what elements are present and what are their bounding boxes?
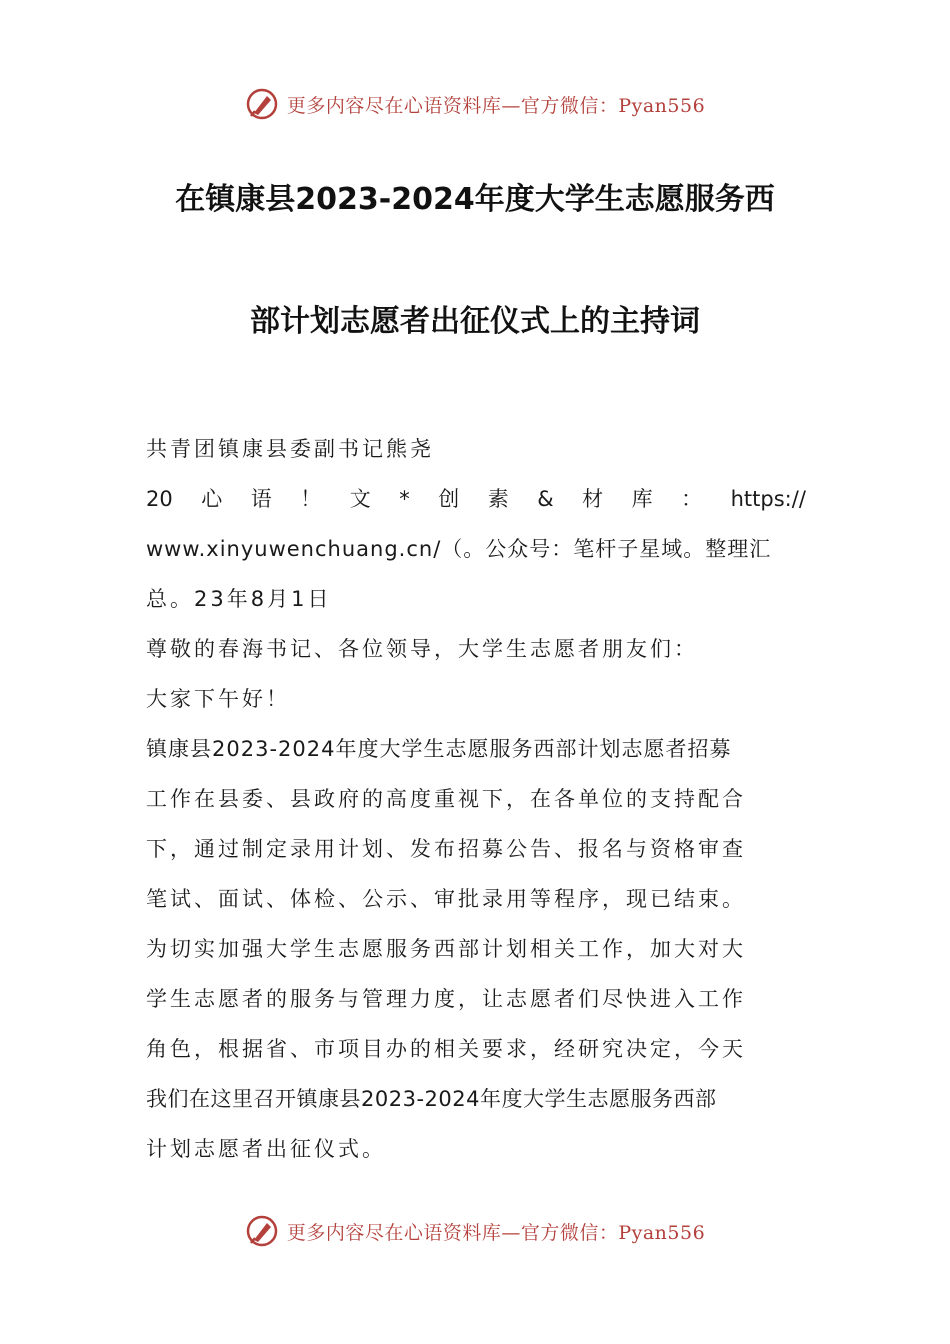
pen-nib-logo-icon xyxy=(245,1214,279,1248)
paragraph-line: 计划志愿者出征仪式。 xyxy=(146,1137,386,1161)
paragraph-line: 工作在县委、县政府的高度重视下，在各单位的支持配合 xyxy=(146,787,746,811)
source-token: & xyxy=(537,487,554,511)
source-token: 心 xyxy=(201,487,223,511)
watermark-text: 更多内容尽在心语资料库—官方微信：Pyan556 xyxy=(286,94,706,117)
source-line-1 xyxy=(146,480,806,530)
paragraph-line: 角色，根据省、市项目办的相关要求，经研究决定，今天 xyxy=(146,1037,746,1061)
source-token: 语 xyxy=(250,487,272,511)
source-token: * xyxy=(399,487,410,511)
author-line: 共青团镇康县委副书记熊尧 xyxy=(146,437,434,461)
source-url-start: https:// xyxy=(730,487,806,511)
paragraph-line: 为切实加强大学生志愿服务西部计划相关工作，加大对大 xyxy=(146,937,746,961)
source-line-2: www.xinyuwenchuang.cn/（。公众号：笔杆子星域。整理汇 xyxy=(146,537,772,561)
source-token: 素 xyxy=(487,487,509,511)
source-token: ： xyxy=(681,487,703,511)
greeting-line-2: 大家下午好！ xyxy=(146,687,290,711)
paragraph-line: 学生志愿者的服务与管理力度，让志愿者们尽快进入工作 xyxy=(146,987,746,1011)
document-title-line-1: 在镇康县2023-2024年度大学生志愿服务西 xyxy=(175,182,775,217)
source-token: ！ xyxy=(300,487,322,511)
document-body xyxy=(146,430,806,1180)
source-token: 文 xyxy=(349,487,371,511)
source-token: 20 xyxy=(146,487,173,511)
source-token: 材 xyxy=(582,487,604,511)
paragraph-line: 笔试、面试、体检、公示、审批录用等程序，现已结束。 xyxy=(146,887,746,911)
source-token: 创 xyxy=(438,487,460,511)
watermark-text: 更多内容尽在心语资料库—官方微信：Pyan556 xyxy=(286,1221,706,1244)
pen-nib-logo-icon xyxy=(245,87,279,121)
source-token: 库 xyxy=(631,487,653,511)
header-watermark xyxy=(0,84,950,124)
source-line-3: 总。23年8月1日 xyxy=(146,587,332,611)
footer-watermark xyxy=(0,1211,950,1251)
paragraph-line: 我们在这里召开镇康县2023-2024年度大学生志愿服务西部 xyxy=(146,1087,717,1111)
paragraph-line: 下，通过制定录用计划、发布招募公告、报名与资格审查 xyxy=(146,837,746,861)
paragraph-line: 镇康县2023-2024年度大学生志愿服务西部计划志愿者招募 xyxy=(146,737,732,761)
greeting-line-1: 尊敬的春海书记、各位领导，大学生志愿者朋友们： xyxy=(146,637,698,661)
document-title-line-2: 部计划志愿者出征仪式上的主持词 xyxy=(250,304,700,339)
